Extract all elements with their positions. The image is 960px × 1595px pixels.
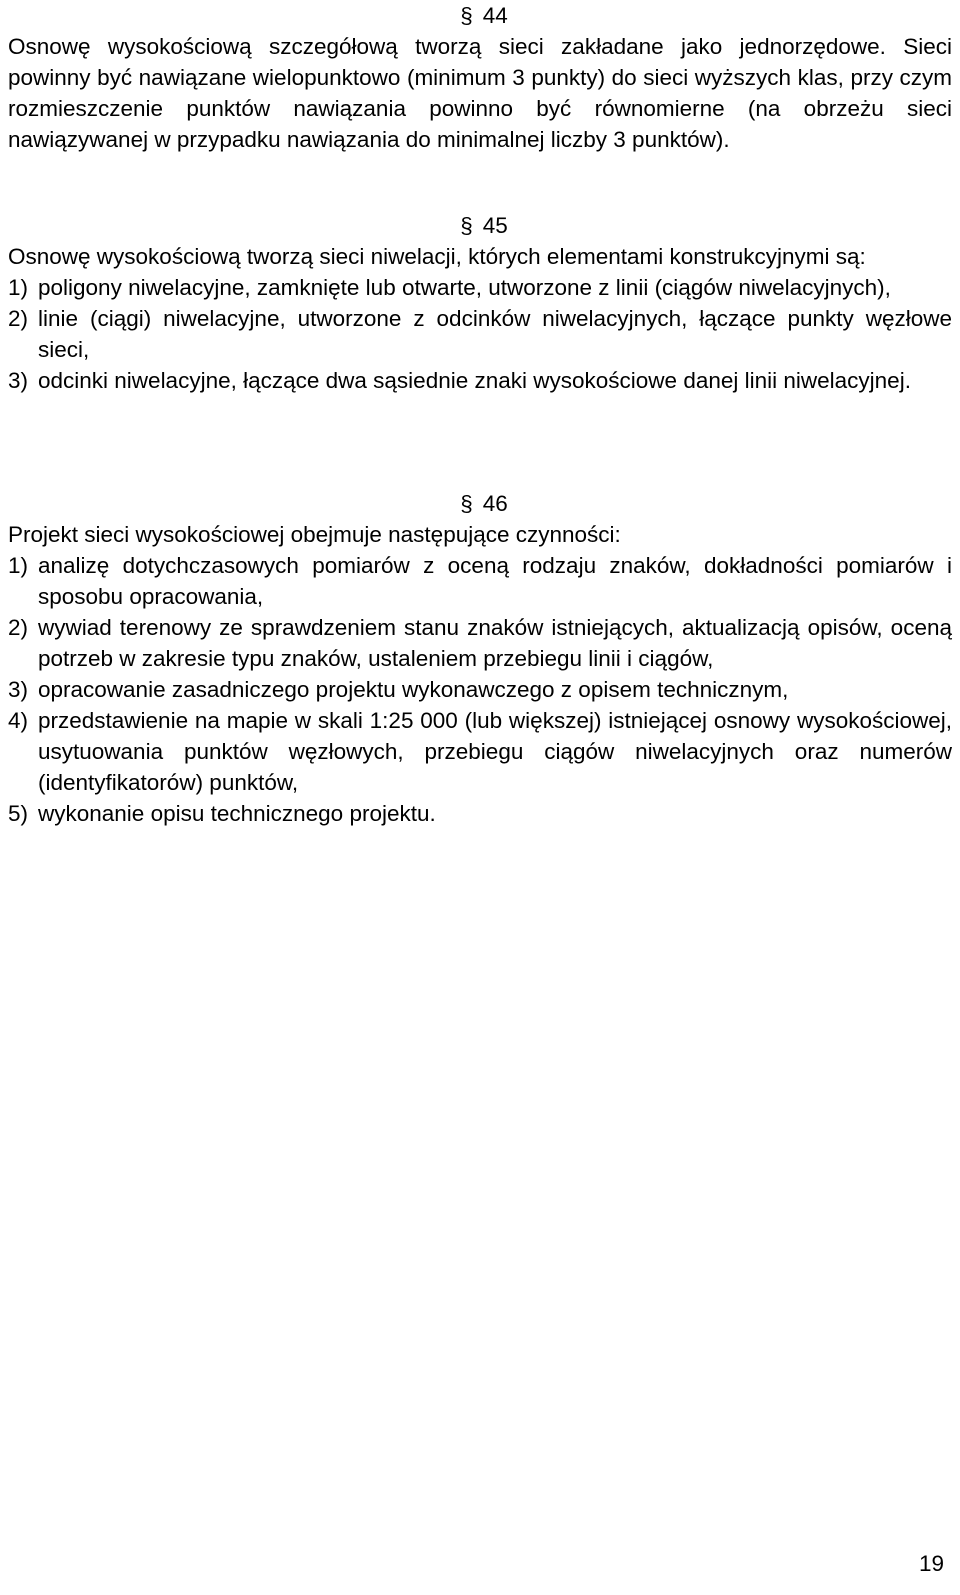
- section-paragraph: Osnowę wysokościową szczegółową tworzą sieci zakładane jako jednorzędowe. Sieci powinny być nawiązane wielopunktowo (minimum 3 punkty) do sieci wyższych klas, przy czym rozmieszczenie punktów nawiązania powinno być równomierne (na obrzeżu sieci nawiązywanej w przypadku nawiązania do minimalnej liczby 3 punktów).: [8, 34, 952, 152]
- list-item: [8, 612, 952, 674]
- list-item: [8, 798, 952, 829]
- section-number: 44: [482, 3, 508, 28]
- list-item-text: opracowanie zasadniczego projektu wykonawczego z opisem technicznym,: [38, 677, 789, 702]
- section-symbol: §: [460, 213, 473, 238]
- section-intro: Projekt sieci wysokościowej obejmuje następujące czynności:: [8, 522, 621, 547]
- list-item-text: wywiad terenowy ze sprawdzeniem stanu znaków istniejących, aktualizacją opisów, oceną potrzeb w zakresie typu znaków, ustaleniem przebiegu linii i ciągów,: [38, 615, 952, 671]
- section-intro: Osnowę wysokościową tworzą sieci niwelacji, których elementami konstrukcyjnymi są:: [8, 244, 866, 269]
- list-item: [8, 674, 952, 705]
- section-number: 46: [482, 491, 508, 516]
- section-44: [8, 0, 952, 155]
- list-item: [8, 272, 952, 303]
- list-item-text: poligony niwelacyjne, zamknięte lub otwarte, utworzone z linii (ciągów niwelacyjnych),: [38, 275, 891, 300]
- section-heading: [8, 488, 952, 519]
- section-symbol: §: [460, 491, 473, 516]
- list-item-text: analizę dotychczasowych pomiarów z oceną rodzaju znaków, dokładności pomiarów i sposobu opracowania,: [38, 553, 952, 609]
- list-item-number: 2): [8, 306, 29, 331]
- list-item-number: 5): [8, 801, 29, 826]
- list-item-number: 3): [8, 677, 29, 702]
- numbered-list: [8, 272, 952, 396]
- section-heading: [8, 210, 952, 241]
- list-item-text: wykonanie opisu technicznego projektu.: [38, 801, 436, 826]
- list-item-number: 4): [8, 708, 29, 733]
- page-number: 19: [918, 1551, 944, 1576]
- section-heading: [8, 0, 952, 31]
- list-item: [8, 550, 952, 612]
- section-symbol: §: [460, 3, 473, 28]
- list-item-number: 1): [8, 275, 29, 300]
- list-item-text: przedstawienie na mapie w skali 1:25 000 (lub większej) istniejącej osnowy wysokościowej, usytuowania punktów węzłowych, przebiegu ciągów niwelacyjnych oraz numerów (identyfikatorów) punktów,: [38, 708, 952, 795]
- list-item-text: linie (ciągi) niwelacyjne, utworzone z odcinków niwelacyjnych, łączące punkty węzłowe sieci,: [38, 306, 952, 362]
- section-45: [8, 210, 952, 396]
- section-number: 45: [482, 213, 508, 238]
- list-item-text: odcinki niwelacyjne, łączące dwa sąsiednie znaki wysokościowe danej linii niwelacyjnej.: [38, 368, 911, 393]
- list-item: [8, 365, 952, 396]
- list-item: [8, 705, 952, 798]
- section-46: [8, 488, 952, 829]
- list-item-number: 3): [8, 368, 29, 393]
- list-item-number: 2): [8, 615, 29, 640]
- numbered-list: [8, 550, 952, 829]
- list-item: [8, 303, 952, 365]
- list-item-number: 1): [8, 553, 29, 578]
